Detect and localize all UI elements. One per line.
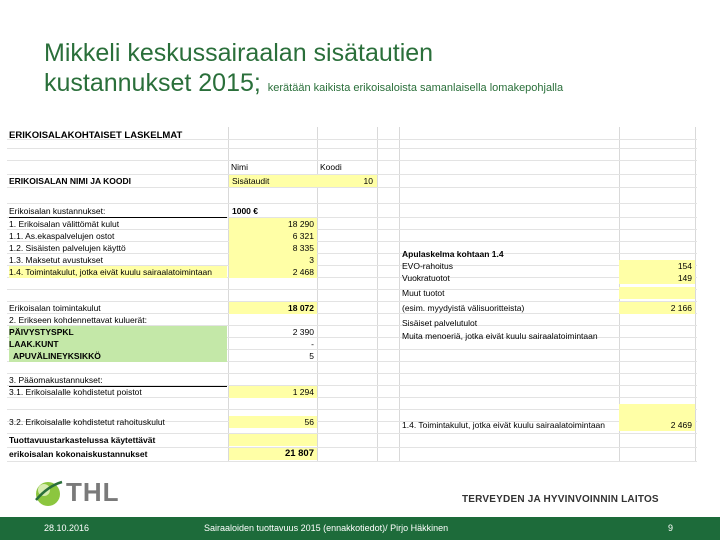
spreadsheet-table: [7, 127, 697, 462]
row-value-1-2: 8 335: [229, 242, 317, 254]
row-value-paivystys: 2 390: [292, 327, 314, 337]
row-value-1: 18 290: [229, 218, 317, 230]
footer-page-number: 9: [668, 523, 674, 533]
aux-label-muita: Muita menoeriä, jotka eivät kuulu sairaalatoimintaan: [402, 331, 598, 341]
unit-label: 1000 €: [232, 206, 258, 216]
footer-center-text: Sairaaloiden tuottavuus 2015 (ennakkotiedot)/ Pirjo Häkkinen: [204, 523, 449, 533]
thl-logo-text: THL: [66, 477, 120, 507]
row-label-total-1: Tuottavuustarkastelussa käytettävät: [9, 435, 156, 445]
row-label-total-2: erikoisalan kokonaiskustannukset: [9, 449, 148, 459]
aux-label-sisaiset: Sisäiset palvelutulot: [402, 318, 478, 328]
row-label-3: 3. Pääomakustannukset:: [9, 374, 227, 387]
erikoisala-code: 10: [363, 176, 373, 186]
thl-logo-icon: [30, 474, 66, 510]
row-label-1-4: 1.4. Toimintakulut, jotka eivät kuulu sairaalatoimintaan: [9, 266, 227, 278]
aux-total-value: 2 469: [619, 419, 695, 431]
row-label-apuvalineyksikko: APUVÄLINEYKSIKKÖ: [9, 350, 227, 362]
aux-value-muut-bg: [619, 287, 695, 299]
row-value-1-4: 2 468: [229, 266, 317, 278]
erikoisala-name-text: Sisätaudit: [232, 176, 270, 186]
aux-label-muut-tuotot: Muut tuotot: [402, 288, 445, 298]
row-value-apuvalineyksikko: 5: [309, 351, 314, 361]
row-label-1-2: 1.2. Sisäisten palvelujen käyttö: [9, 243, 126, 253]
aux-value-evo: 154: [619, 260, 695, 272]
row-label-1-1: 1.1. As.ekaspalvelujen ostot: [9, 231, 115, 241]
total-value-bg: [229, 434, 317, 446]
row-value-3-1: 1 294: [229, 386, 317, 398]
row-value-1-3: 3: [229, 254, 317, 266]
row-value-total: 21 807: [229, 448, 317, 460]
footer-bar: [0, 517, 720, 540]
title-line-2-main: kustannukset 2015;: [44, 69, 261, 97]
erikoisala-label: ERIKOISALAN NIMI JA KOODI: [9, 176, 131, 186]
aux-value-myydyt: 2 166: [619, 302, 695, 314]
aux-label-myydyt: (esim. myydyistä välisuoritteista): [402, 303, 525, 313]
row-label-1-3: 1.3. Maksetut avustukset: [9, 255, 104, 265]
col-header-nimi: Nimi: [231, 162, 248, 172]
title-line-1: Mikkeli keskussairaalan sisätautien: [44, 39, 434, 67]
aux-value-vuokratuotot: 149: [619, 272, 695, 284]
row-value-3-2: 56: [229, 416, 317, 428]
col-header-koodi: Koodi: [320, 162, 342, 172]
aux-total-label: 1.4. Toimintakulut, jotka eivät kuulu sairaalatoimintaan: [402, 420, 606, 430]
thl-logo: [22, 474, 132, 510]
row-label-toimintakulut: Erikoisalan toimintakulut: [9, 303, 101, 313]
row-value-laak-kunt: -: [311, 339, 314, 349]
row-value-toimintakulut: 18 072: [229, 302, 317, 314]
aux-label-evo: EVO-rahoitus: [402, 261, 454, 271]
aux-heading: Apulaskelma kohtaan 1.4: [402, 249, 504, 259]
title-line-2: [44, 68, 714, 103]
row-label-1: 1. Erikoisalan välittömät kulut: [9, 219, 120, 229]
row-label-3-1: 3.1. Erikoisalalle kohdistetut poistot: [9, 387, 142, 397]
title-subtitle: kerätään kaikista erikoisaloista samanlaisella lomakepohjalla: [267, 82, 564, 94]
row-label-laak-kunt: LAAK.KUNT: [9, 338, 227, 350]
slide-title: [44, 38, 714, 103]
row-kustannukset: Erikoisalan kustannukset:: [9, 205, 227, 218]
row-label-3-2: 3.2. Erikoisalalle kohdistetut rahoituskulut: [9, 417, 165, 427]
sheet-heading: ERIKOISALAKOHTAISET LASKELMAT: [9, 130, 183, 141]
erikoisala-name: [229, 175, 377, 187]
row-label-2: 2. Erikseen kohdennettavat kuluerät:: [9, 314, 227, 327]
row-value-1-1: 6 321: [229, 230, 317, 242]
row-label-paivystys: PÄIVYSTYSPKL: [9, 326, 227, 338]
organization-name: TERVEYDEN JA HYVINVOINNIN LAITOS: [462, 494, 659, 505]
footer-date: 28.10.2016: [44, 523, 90, 533]
aux-label-vuokratuotot: Vuokratuotot: [402, 273, 450, 283]
